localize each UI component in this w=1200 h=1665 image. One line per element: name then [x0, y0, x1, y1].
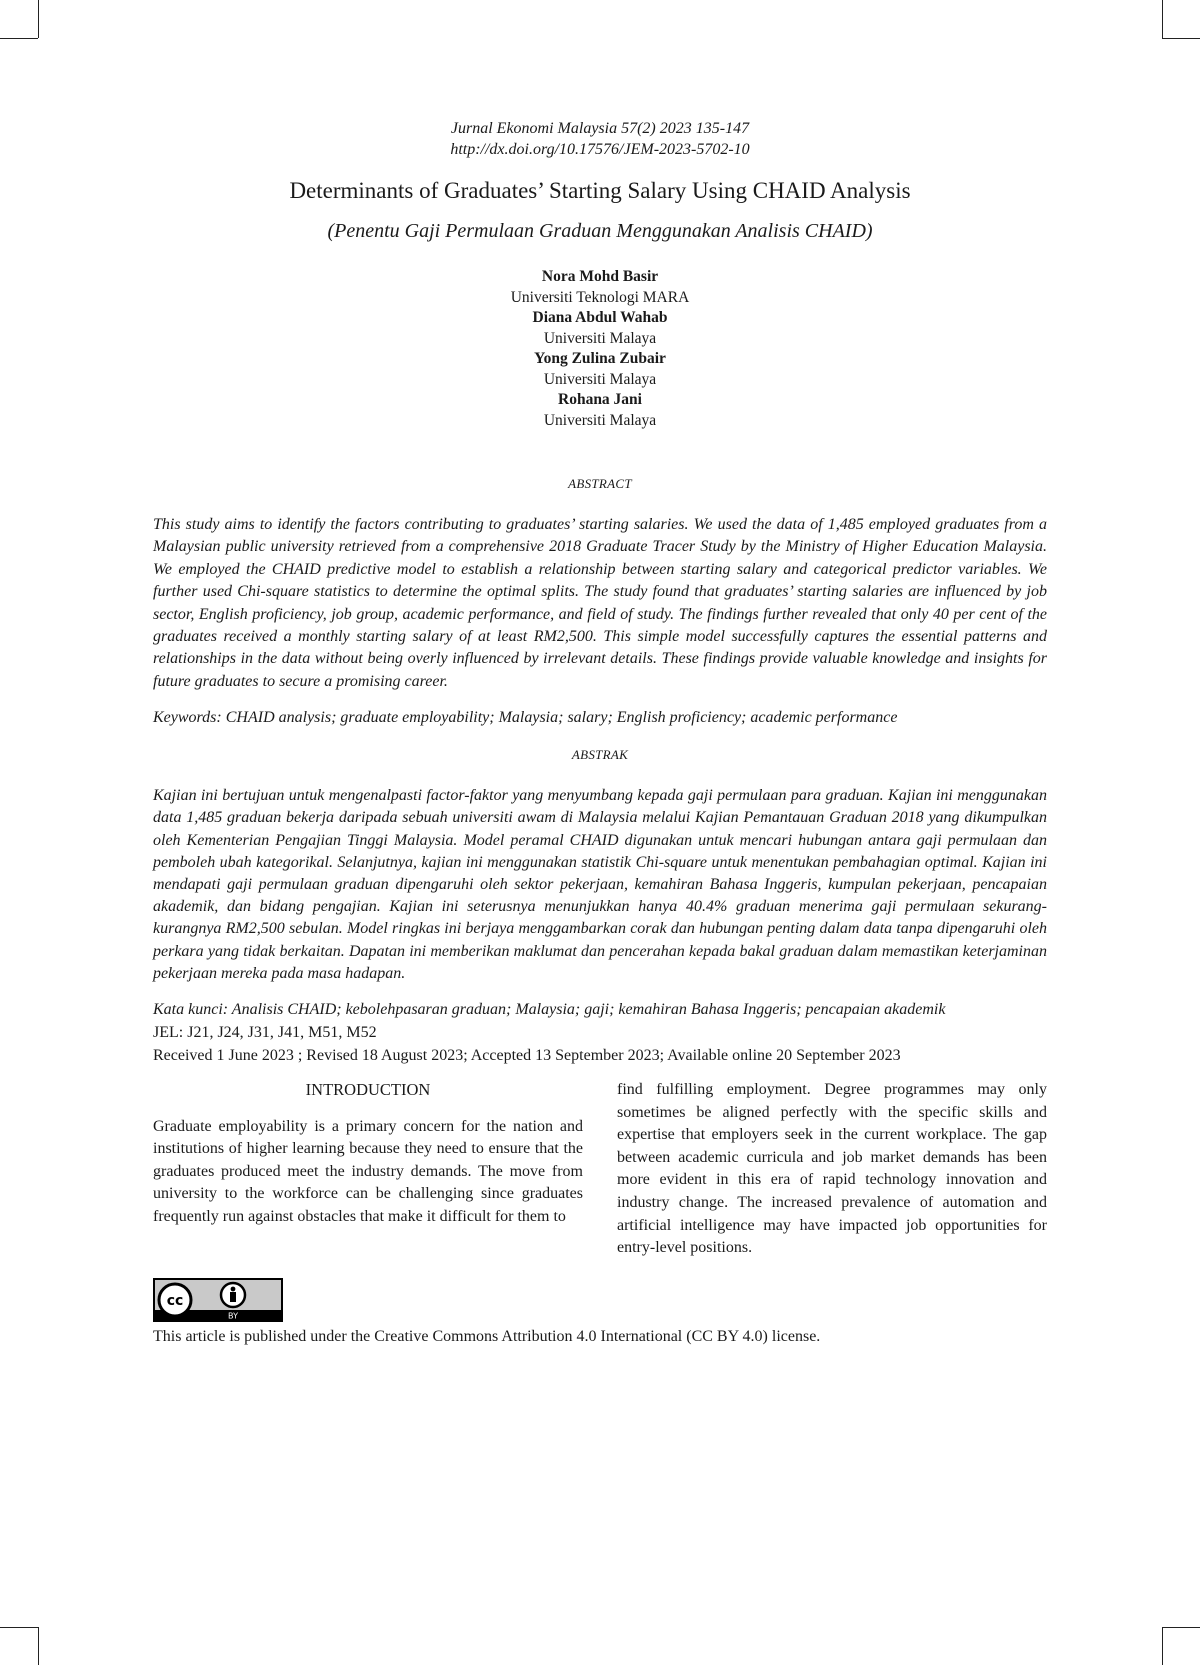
author-affiliation: Universiti Malaya — [543, 329, 657, 347]
by-icon-text: BY — [228, 1311, 238, 1320]
author-affiliation: Universiti Malaya — [543, 370, 657, 388]
cc-by-license-badge[interactable] — [153, 1278, 283, 1322]
introduction-heading: INTRODUCTION — [305, 1080, 431, 1100]
left-column — [153, 1079, 583, 1260]
paper-page — [153, 118, 1047, 1346]
journal-citation: Jurnal Ekonomi Malaysia 57(2) 2023 135-147 — [450, 120, 750, 137]
abstrak-text: Kajian ini bertujuan untuk mengenalpasti factor-faktor yang menyumbang kepada gaji permulaan para graduan. Kajian ini menggunakan data 1,485 graduan bekerja daripada sebuah universiti awam di Malaysia melalui Kajian Pemantauan Graduan 2018 yang dikumpulkan oleh Kementerian Pengajian Tinggi Malaysia. Model peramal CHAID digunakan untuk mencari hubungan antara gaji permulaan dan pemboleh ubah kategorikal. Selanjutnya, kajian ini menggunakan statistik Chi-square untuk menentukan pembahagian optimal. Kajian ini mendapati gaji permulaan graduan dipengaruhi oleh sektor pekerjaan, kemahiran Bahasa Inggeris, kumpulan pekerjaan, pencapaian akademik, dan bidang pengajian. Kajian ini seterusnya menunjukkan hanya 40.4% graduan menerima gaji permulaan sekurang-kurangnya RM2,500 sebulan. Model ringkas ini berjaya menggambarkan corak dan hubungan penting dalam data tanpa dipengaruhi oleh perkara yang tidak berkaitan. Dapatan ini memberikan maklumat dan pencerahan kepada bakal graduan dalam memastikan keterjaminan pekerjaan mereka pada masa hadapan. — [153, 787, 1047, 982]
doi-link[interactable]: http://dx.doi.org/10.17576/JEM-2023-5702-10 — [450, 141, 750, 158]
author-list — [153, 267, 1047, 431]
abstract-text: This study aims to identify the factors contributing to graduates’ starting salaries. We used the data of 1,485 employed graduates from a Malaysian public university retrieved from a comprehensive 2018 Graduate Tracer Study by the Ministry of Higher Education Malaysia. We employed the CHAID predictive model to establish a relationship between starting salary and categorical predictor variables. We further used Chi-square statistics to determine the optimal splits. The study found that graduates’ starting salaries are influenced by job sector, English proficiency, job group, academic performance, and field of study. The findings further revealed that only 40 per cent of the graduates received a monthly starting salary of at least RM2,500. This simple model successfully captures the essential patterns and relationships in the data without being overly influenced by irrelevant details. These findings provide valuable knowledge and insights for future graduates to secure a promising career. — [153, 516, 1047, 690]
keywords: Keywords: CHAID analysis; graduate employability; Malaysia; salary; English proficiency; academic performance — [153, 709, 898, 727]
jel-codes: JEL: J21, J24, J31, J41, M51, M52 — [153, 1024, 377, 1042]
cc-icon-text: cc — [166, 1292, 184, 1309]
crop-mark-bottom-right-v — [1162, 1627, 1163, 1665]
author-name: Nora Mohd Basir — [541, 268, 659, 285]
introduction-left-text: Graduate employability is a primary concern for the nation and institutions of higher learning because they need to ensure that the graduates produced meet the industry demands. The move from university to the workforce can be challenging since graduates frequently run against obstacles that make it difficult for them to — [153, 1117, 583, 1226]
author-name: Yong Zulina Zubair — [534, 350, 666, 367]
crop-mark-top-right-h — [1162, 38, 1200, 39]
crop-mark-bottom-left-h — [0, 1627, 38, 1628]
crop-mark-bottom-left-v — [38, 1627, 39, 1665]
publication-dates: Received 1 June 2023 ; Revised 18 August 2023; Accepted 13 September 2023; Available online 20 September 2023 — [153, 1047, 901, 1065]
crop-mark-top-left-v — [38, 0, 39, 38]
abstract-heading: ABSTRACT — [568, 476, 632, 491]
introduction-right-text: find fulfilling employment. Degree programmes may only sometimes be aligned perfectly with the specific skills and expertise that employers seek in the current workplace. The gap between academic curricula and job market demands has been more evident in this era of rapid technology innovation and industry change. The increased prevalence of automation and artificial intelligence may have impacted job opportunities for entry-level positions. — [617, 1081, 1047, 1257]
author-affiliation: Universiti Teknologi MARA — [510, 288, 690, 306]
crop-mark-top-right-v — [1162, 0, 1163, 38]
kata-kunci: Kata kunci: Analisis CHAID; kebolehpasaran graduan; Malaysia; gaji; kemahiran Bahasa Inggeris; pencapaian akademik — [153, 1001, 946, 1019]
crop-mark-bottom-right-h — [1162, 1627, 1200, 1628]
introduction-section — [153, 1079, 1047, 1260]
paper-subtitle: (Penentu Gaji Permulaan Graduan Menggunakan Analisis CHAID) — [327, 220, 873, 242]
author-name: Rohana Jani — [558, 391, 642, 408]
right-column — [617, 1079, 1047, 1260]
paper-title: Determinants of Graduates’ Starting Salary Using CHAID Analysis — [289, 178, 911, 203]
author-name: Diana Abdul Wahab — [532, 309, 668, 326]
license-text: This article is published under the Creative Commons Attribution 4.0 International (CC BY 4.0) license. — [153, 1327, 821, 1345]
abstrak-heading: ABSTRAK — [571, 747, 629, 763]
author-affiliation: Universiti Malaya — [543, 411, 657, 429]
crop-mark-top-left-h — [0, 38, 38, 39]
